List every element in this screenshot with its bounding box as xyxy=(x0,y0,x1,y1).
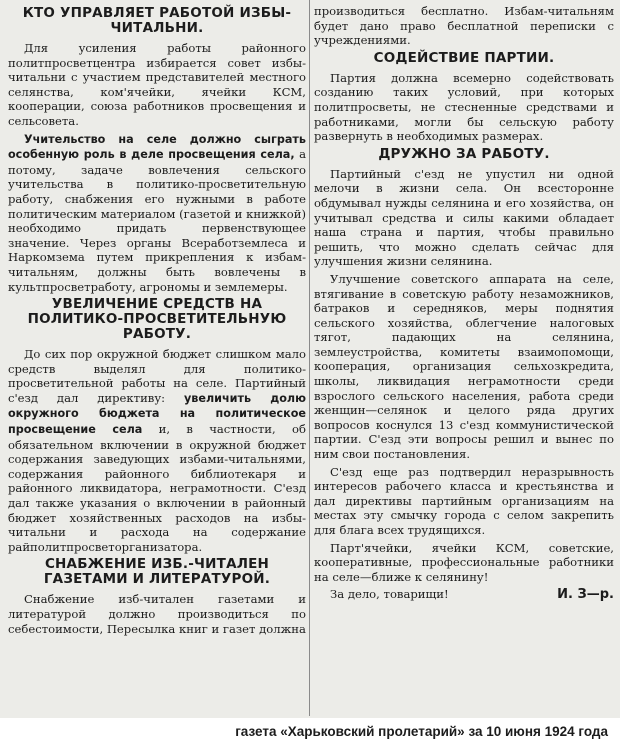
heading-supply: СНАБЖЕНИЕ ИЗБ.-ЧИТАЛЕН ГАЗЕТАМИ И ЛИТЕРАТУРОЙ. xyxy=(43,556,271,588)
paragraph: Улучшение советского аппарата на селе, втягивание в советскую работу незаможников, батраков и середняков, меры поднятия сельского хозяйства, облегчение налоговых тягот, падающих на селянина, землеустройства, комитеты взаимопомощи, кооперация, организация сельхозкредита, школы, ликвидация неграмотности среди взрослого сельского населения, работа среди женщин—селянок и целого ряда других вопросов коснулся 13 с'езд коммунистической партии. С'езд эти вопросы решил и вынес по ним свои постановления. xyxy=(314,271,614,462)
bold-text: Учительство на селе должно сыграть особенную роль в деле просвещения села, xyxy=(8,132,306,162)
author-signature: И. З—р. xyxy=(557,587,614,603)
signature-line xyxy=(314,587,614,602)
paragraph-text: и, в частности, об обязательном включении в окружной бюджет содержания заведующих избами-читальнями, содержания районного библиотекаря и районного ликвидатора, неграмотности. С'езд дал также указания о включении в районный бюджет хозяйственных расходов на избы-читальни и расхода на содержание райполитпросветорганизатора. xyxy=(8,422,306,554)
paragraph-text: До сих пор окружной бюджет слишком мало средств выделял для политико-просветительной работы на селе. Партийный с'езд дал директиву: xyxy=(8,347,306,405)
bold-text: увеличить долю окружного бюджета на политическое просвещение села xyxy=(8,391,306,437)
paragraph: Партийный с'езд не упустил ни одной мелочи в жизни села. Он всесторонне обдумывал нужды селянина и его хозяйства, он учитывал средства и силы какими обладает наша страна и партия, чтобы правильно решить, что можно сделать сейчас для улучшения жизни селянина. xyxy=(314,166,614,269)
heading-together-to-work: ДРУЖНО ЗА РАБОТУ. xyxy=(378,145,550,162)
right-column xyxy=(314,4,614,602)
paragraph: Для усиления работы районного политпросветцентра избирается совет избы-читальни с участием представителей местного селянства, ком'ячейки, ячейки КСМ, кооперации, союза работников просвещения и сельсовета. xyxy=(8,41,306,128)
paragraph: С'езд еще раз подтвердил неразрывность интересов рабочего класса и крестьянства и дал директивы партийным организациям на местах эту смычку города с селом закрепить для блага всех трудящихся. xyxy=(314,464,614,537)
paragraph: производиться бесплатно. Избам-читальням будет дано право бесплатной переписки с учреждениями. xyxy=(314,4,614,48)
paragraph-text: а потому, задаче вовлечения сельского учительства в политико-просветительную работу, снабжения его нужными в работе политическим материалом (газетой и книжкой) необходимо придать первенствующее значение. Через органы Всеработземлеса и Наркомзема путем прикрепления к избам-читальням, должны быть вовлечены в культпросветработу, агрономы и землемеры. xyxy=(8,147,306,294)
column-rule xyxy=(309,0,310,716)
heading-who-manages: КТО УПРАВЛЯЕТ РАБОТОЙ ИЗБЫ-ЧИТАЛЬНИ. xyxy=(22,5,292,36)
heading-increase-funds: УВЕЛИЧЕНИЕ СРЕДСТВ НА ПОЛИТИКО-ПРОСВЕТИТЕЛЬНУЮ РАБОТУ. xyxy=(27,296,287,343)
left-column xyxy=(8,4,306,639)
closing-text: За дело, товарищи! xyxy=(330,587,449,602)
paragraph: Парт'ячейки, ячейки КСМ, советские, кооперативные, профессиональные работники на селе—ближе к селянину! xyxy=(314,540,614,584)
paragraph: Снабжение изб-читален газетами и литературой должно производиться по себестоимости, Пересылка книг и газет должна xyxy=(8,592,306,636)
paragraph xyxy=(8,132,306,295)
image-caption: газета «Харьковский пролетарий» за 10 июня 1924 года xyxy=(0,718,620,745)
heading-party-support: СОДЕЙСТВИЕ ПАРТИИ. xyxy=(373,49,555,66)
paragraph xyxy=(8,347,306,554)
paragraph: Партия должна всемерно содействовать созданию таких условий, при которых политпросветы, не стесненные средствами и работниками, могли бы сельскую работу развернуть в необходимых размерах. xyxy=(314,70,614,144)
